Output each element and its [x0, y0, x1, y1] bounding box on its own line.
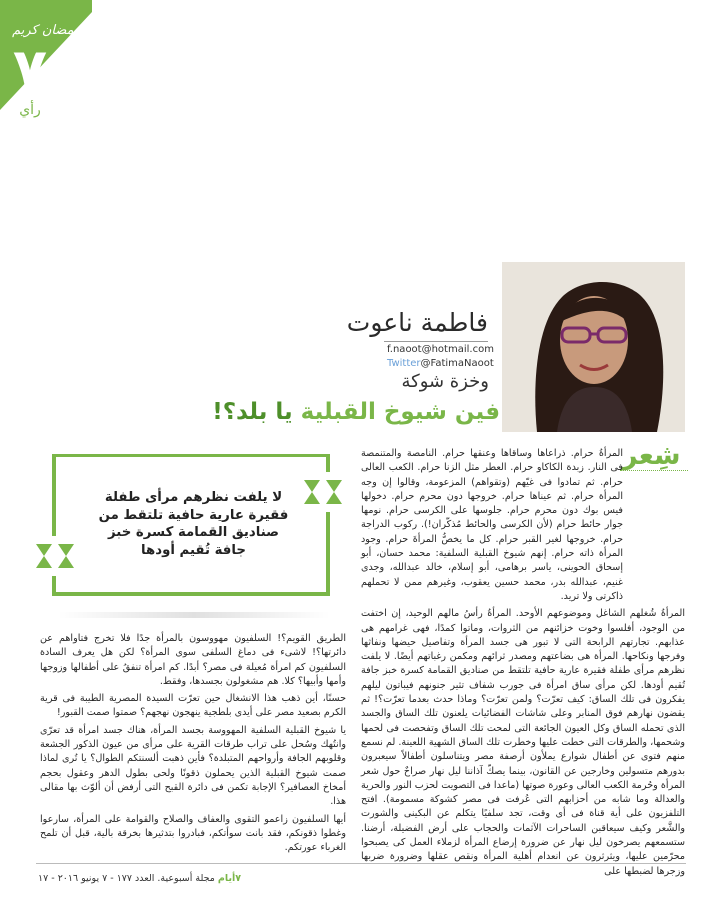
article-headline: [212, 399, 500, 425]
author-divider: [384, 341, 488, 342]
author-email[interactable]: f.naoot@hotmail.com: [387, 344, 494, 355]
issue-info: مجلة أسبوعية. العدد ١٧٧ - ٧ يونيو ٢٠١٦ - ١٧: [38, 873, 215, 884]
quote-close-icon: [32, 536, 76, 576]
section-label: رأي: [19, 102, 41, 118]
column-name: وخزة شوكة: [401, 371, 489, 392]
footer-divider: [36, 863, 686, 864]
twitter-label: Twitter: [387, 358, 421, 369]
pull-quote-shadow: [58, 612, 330, 618]
body-paragraph: أيها السلفيون زاعمو التقوى والعفاف والصلاح والقوامة على المرأة، سارعوا وغطوا ذقونكم، فقد بانت سوأتكم، فبادروا بتدثيرها بخرقة بالية، قبل أن تلمح الغرباء عورتكم.: [40, 813, 346, 854]
magazine-logo: ٧أيام: [217, 873, 242, 884]
body-paragraph: حسنًا، أين ذهب هذا الانشغال حين تعرّت السيدة المصرية الطيبة فى قرية الكرم بصعيد مصر على أيدى بلطجية ينهجون نهجهم؟ صمتوا صمت القبور!: [40, 693, 346, 719]
section-corner-badge: [0, 0, 92, 118]
kicker-label: شِعر: [622, 440, 681, 471]
body-paragraph: الطريق القويم؟! السلفيون مهووسون بالمرأة جدًا فلا تخرج فتاواهم عن دائرتها؟! لاشىء فى دماغ السلفى سوى المرأة؟ لكن هل يعرف السادة السلفيون كم امرأة مُعيلة فى مصر؟ أبدًا. كم امرأة تنفقُ على أطفالها وزوجها وأمها وأبيها؟ كلا. هم مشغولون بجسدها، وفقط.: [40, 633, 346, 687]
article-body-right: [361, 447, 685, 877]
headline-part-1: فين شيوخ القبلية: [292, 399, 500, 425]
twitter-handle: @FatimaNaoot: [420, 358, 494, 369]
author-twitter[interactable]: [387, 358, 494, 369]
article-body-left: [40, 632, 346, 858]
headline-part-2: يا بلد؟!: [212, 399, 293, 425]
body-paragraph: المرأةُ حرام. ذراعاها وساقاها وعنقها حرام. النامصة والمتنمصة فى النار. زبدة الكاكاو حرام. العطر مثل الزنا حرام. الكعب العالى حرام. ثم تمادوا فى غيّهم (وتقواهم) المزعومة، وقالوا إن وجه المرأة حرام. ثم عيناها حرام. خروجها دون محرم حرام. دخولها فيس بوك دون محرم حرام. جلوسها على الكرسى حرام. نومها جوار حائط حرام (لأن الكرسى والحائط مُذكّران!). ركوب الدراجة حرام. خروجها لغير القبر حرام. كل ما يخصُّ المرأةَ حرام. وجود المرأة ذاته حرام. إنهم شيوخ القبلية السلفية: محمد حسان، أبو إسحاق الحوينى، ياسر برهامى، أبو إسلام، خالد عبدالله، وجدى غنيم، عبدالله بدر، محمد حسين يعقوب، وغيرهم ممن لا تحملهم ذاكرتى ولا تريد.: [361, 448, 623, 602]
page-number: ٧: [12, 37, 48, 102]
quote-open-icon: [302, 472, 346, 512]
body-paragraph: المرأةُ شُغلهم الشاغل وموضوعهم الأوحد. المرأةُ رأسُ مالهم الوحيد، إن اختفت من الوجود، أفلسوا وخوت خزائنهم من الثروات، وماتوا كمدًا، فهى غرامهم هى عذابهم. تجارتهم الرابحة التى لا تبور هى جسد المرأة وتفاصيل حيضها ونفاثها وفرجها ونكاحها. المرأة هى بضاعتهم ومصدر ثرائهم ومكمن رغباتهم أيضًا. لا يلفت نظرهم مرأى طفلة فقيرة عارية حافية تلتقط من صناديق القمامة كسرة خبز جافة تُقيم أودها. لكن مرأى ساق امرأة فى جورب شفاف تثير جنونهم فيباتون ليلهم يفكرون فى تلك الساق: كيف تعرّت؟ ولمن تعرّت؟ وماذا حدث بعدما تعرّت؟! ثم يقضون نهارهم فوق المنابر وعلى شاشات الفضائيات يلعنون تلك الساق والجسد الذى تحمله الساق وكل العيون الجائعة التى لمحت تلك الساق وتفحصت فى لحمها وشحمها، والطرقات التى خطت عليها وخطرت تلك الساق الشهية اللعينة. لم نسمع منهم فتوى عن أطفال شوارع يملأون أرصفة مصر ويتناسلون أطفالاً سيعبرون بدورهم متسولين وخارجين عن القانون، بينما يصكّ آذاننا ليل نهار صراخٌ حول شعر المرأة وحُرمة الكعب العالى وعورة صوتها (ماعدا فى التصويت لحزب النور والحرية والعدالة وما شابه من أحزابهم التى عُرفت فى مصر كشوكة مسمومة). افتح التلفزيون على أية قناة فى أى وقت، تجد سلفيًا يتكلم عن البكينى والشورت والشَّعر وكيف سيعاقبن الساحرات الآثمات والحجاب على أرض الفضيلة، أرضنا. ستسمعهم يصرخون ليل نهار عن ضرورة إرضاع المرأة لزملاء العمل كى يصبحوا محرّمين عليها، ويثرثرون عن انعدام أهلية المرأة ونقص عقلها وضرورة ضربها وزجرها لضبطها على: [361, 608, 685, 877]
pull-quote-text: لا يلفت نظرهم مرأى طفلة فقيرة عارية حافية تلتقط من صناديق القمامة كسرة خبز جافة تُقيم أودها: [98, 490, 289, 558]
body-paragraph: يا شيوخ القبلية السلفية المهووسة بجسد المرأة، هناك جسد امرأة قد تعرّى وانتُهك وسُحل على تراب طرقات القرية على مرأى من عيون الذكور الجشعة وقلوبهم الجافة وأرواحهم المتبلدة؟ فأين ذهبت ألسنتكم الطوال؟ يا تُرى لماذا صمت شيوخ القبلية الذين يحملون ذقونًا ولحى بطول الدهر وعقول بحجم أمخاخ العصافير؟ الإجابة تكمن فى دائرة القبح التى أرفض أن ألوّث بها مقالى هذا.: [40, 724, 346, 808]
page-footer: [38, 873, 241, 884]
author-name: فاطمة ناعوت: [346, 308, 488, 337]
author-photo: [502, 262, 685, 432]
ramadan-logo-text: رمضان كريم: [12, 23, 80, 38]
